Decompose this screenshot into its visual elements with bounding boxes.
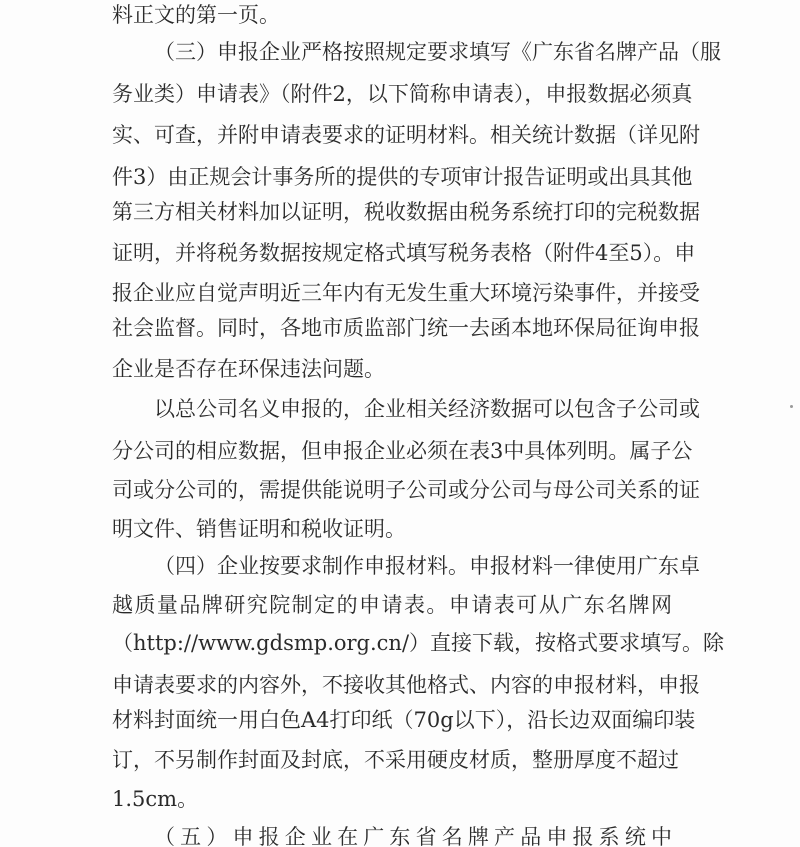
text-line: 实、可查，并附申请表要求的证明材料。相关统计数据（详见附 [112,123,700,147]
text-line: 以总公司名义申报的，企业相关经济数据可以包含子公司或 [154,397,700,421]
text-line: （四）企业按要求制作申报材料。申报材料一律使用广东卓 [154,554,700,578]
text-line: 司或分公司的，需提供能说明子公司或分公司与母公司关系的证 [112,478,700,502]
text-line: 第三方相关材料加以证明，税收数据由税务系统打印的完税数据 [112,200,700,224]
text-line: 越质量品牌研究院制定的申请表。申请表可从广东名牌网 [112,593,672,617]
text-line: 明文件、销售证明和税收证明。 [112,517,406,541]
text-line: （http://www.gdsmp.org.cn/）直接下载，按格式要求填写。除 [112,631,725,655]
text-line: 订，不另制作封面及封底，不采用硬皮材质，整册厚度不超过 [112,748,679,772]
text-line: 件3）由正规会计事务所的提供的专项审计报告证明或出具其他 [112,165,693,189]
text-line: 务业类）申请表》（附件2，以下简称申请表），申报数据必须真 [112,82,693,106]
text-line: 企业是否存在环保违法问题。 [112,357,385,381]
text-line: 料正文的第一页。 [112,3,280,27]
text-line: （三）申报企业严格按照规定要求填写《广东省名牌产品（服 [154,40,721,64]
text-line: 社会监督。同时，各地市质监部门统一去函本地环保局征询申报 [112,316,700,340]
text-line: 报企业应自觉声明近三年内有无发生重大环境污染事件，并接受 [112,281,700,305]
text-line: 证明，并将税务数据按规定格式填写税务表格（附件4至5）。申 [112,241,696,265]
text-line: 分公司的相应数据，但申报企业必须在表3中具体列明。属子公 [112,439,693,463]
scan-speck [790,405,793,408]
text-line: 1.5cm。 [112,787,199,811]
text-line: 材料封面统一用白色A4打印纸（70g以下），沿长边双面编印装 [112,708,696,732]
text-line: 申请表要求的内容外，不接收其他格式、内容的申报材料，申报 [112,673,700,697]
text-line: （五）申报企业在广东省名牌产品申报系统中 [154,825,672,847]
